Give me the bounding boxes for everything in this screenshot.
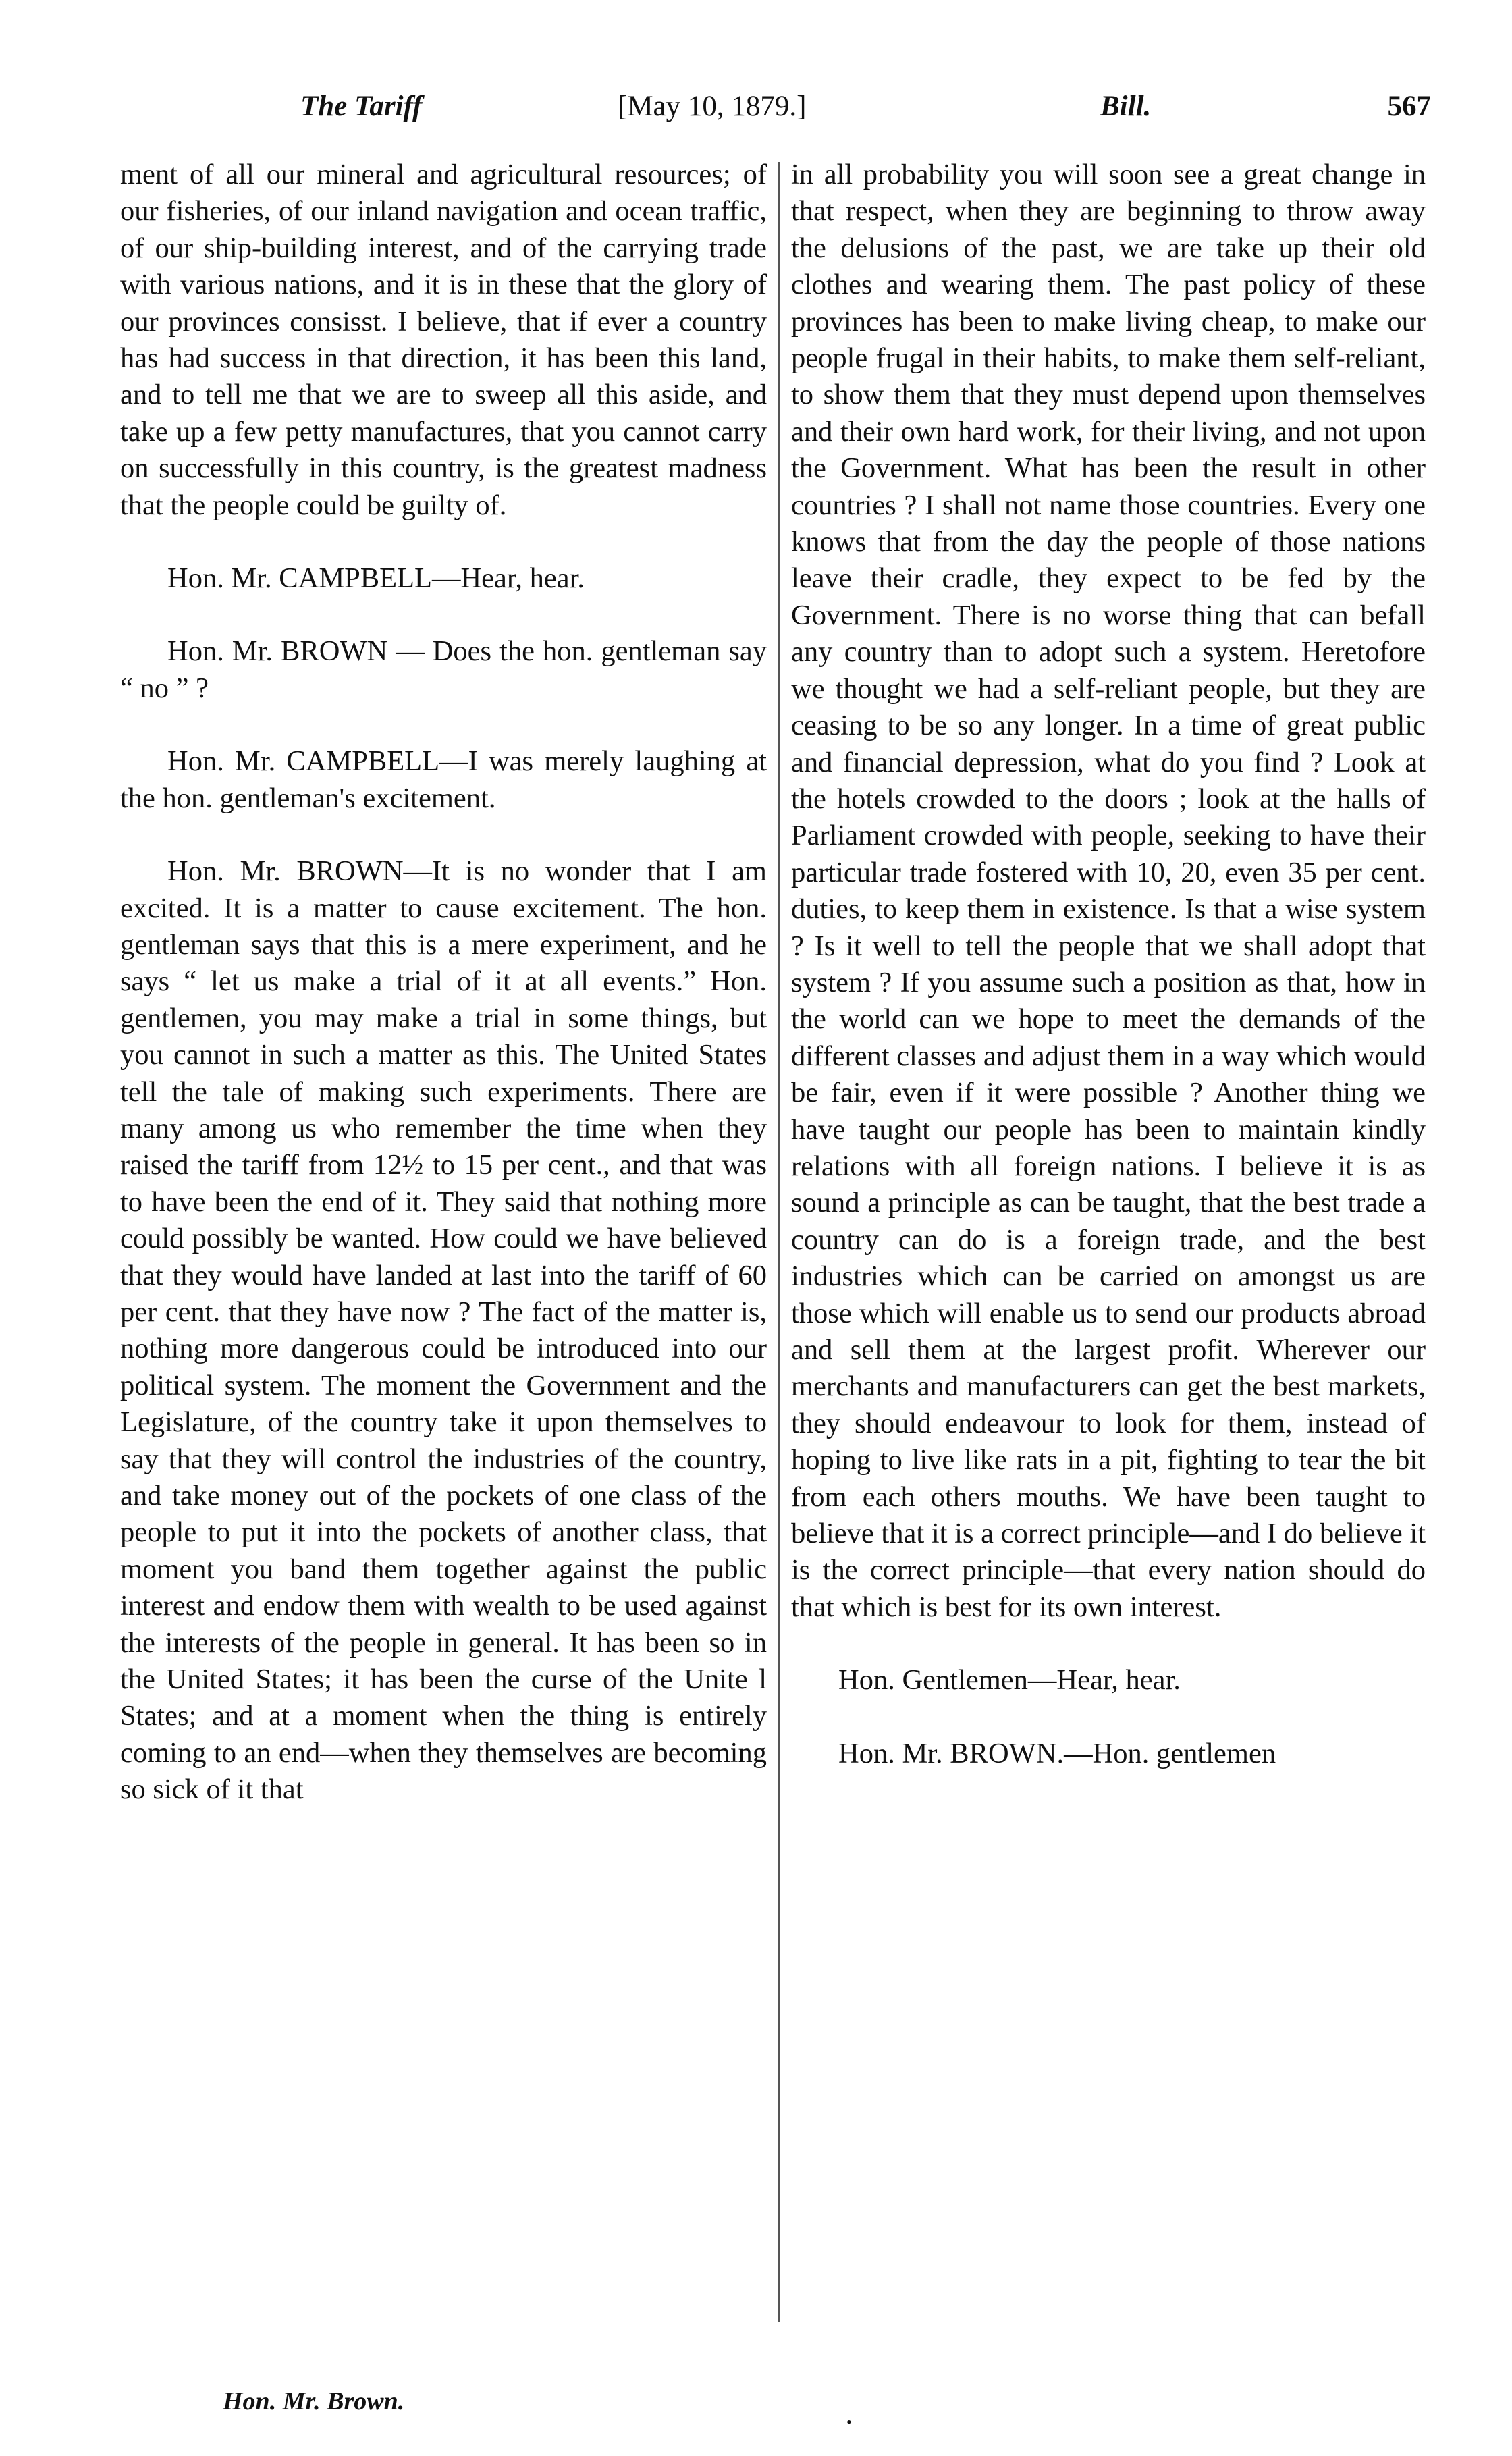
paragraph: in all probability you will soon see a great change in that respect, when they are beginning to throw away the delusions of the past, we are take up their old clothes and wearing them. The past policy of these provinces has been to make living cheap, to make our people frugal in their habits, to make them self-reliant, to show them that they must depend upon themselves and their own hard work, for their living, and not upon the Government. What has been the result in other countries ? I shall not name those countries. Every one knows that from the day the people of those nations leave their cradle, they expect to be fed by the Government. There is no worse thing that can befall any country than to adopt such a system. Heretofore we thought we had a self-reliant people, but they are ceasing to be so any longer. In a time of great public and financial depression, what do you find ? Look at the hotels crowded to the doors ; look at the halls of Parliament crowded with people, seeking to have their particular trade fostered with 10, 20, even 35 per cent. duties, to keep them in existence. Is that a wise system ? Is it well to tell the people that we shall adopt that system ? If you assume such a position as that, how in the world can we hope to meet the demands of the different classes and adjust them in a way which would be fair, even if it were possible ? Another thing we have taught our people has been to maintain kindly relations with all foreign nations. I believe it is as sound a principle as can be taught, that the best trade a country can do is a foreign trade, and the best industries which can be carried on amongst us are those which will enable us to send our products abroad and sell them at the largest profit. Wherever our merchants and manufacturers can get the best markets, they should endeavour to look for them, instead of hoping to live like rats in a pit, fighting to tear the bit from each others mouths. We have been taught to believe that it is a correct principle—and I do believe it is the correct principle—that every nation should do that which is best for its own interest. bbox=[791, 159, 1426, 1623]
left-column bbox=[120, 157, 767, 1809]
paragraph: Hon. Mr. CAMPBELL—I was merely laughing at the hon. gentleman's excitement. bbox=[120, 745, 767, 814]
header-date: [May 10, 1879.] bbox=[618, 90, 807, 122]
paragraph: Hon. Mr. BROWN.—Hon. gentlemen bbox=[838, 1737, 1276, 1769]
right-column bbox=[791, 157, 1426, 1772]
paragraph: Hon. Mr. CAMPBELL—Hear, hear. bbox=[167, 562, 585, 595]
column-divider bbox=[778, 162, 780, 2322]
paragraph: Hon. Mr. BROWN—It is no wonder that I am excited. It is a matter to cause excitement. The hon. gentleman says that this is a mere experiment, and he says “ let us make a trial of it at all events.” Hon. gentlemen, you may make a trial in some things, but you cannot in such a matter as this. The United States tell the tale of making such experiments. There are many among us who remember the time when they raised the tariff from 12½ to 15 per cent., and that was to have been the end of it. They said that nothing more could possibly be wanted. How could we have believed that they would have landed at last into the tariff of 60 per cent. that they have now ? The fact of the matter is, nothing more dangerous could be introduced into our political system. The moment the Government and the Legislature, of the country take it upon themselves to say that they will control the industries of the country, and take money out of the pockets of one class of the people to put it into the pockets of another class, that moment you band them together against the public interest and endow them with wealth to be used against the interests of the people in general. It has been so in the United States; it has been the curse of the Unite l States; and at a moment when the thing is entirely coming to an end—when they themselves are becoming so sick of it that bbox=[120, 855, 767, 1806]
paragraph: Hon. Mr. BROWN — Does the hon. gentleman say “ no ” ? bbox=[120, 635, 767, 704]
running-header bbox=[256, 86, 1431, 127]
footer-speaker: Hon. Mr. Brown. bbox=[223, 2387, 405, 2415]
header-title-right: Bill. bbox=[1100, 90, 1152, 122]
page-number: 567 bbox=[1387, 90, 1431, 122]
bullet-mark: • bbox=[846, 2413, 852, 2430]
header-title-left: The Tariff bbox=[300, 90, 423, 122]
paragraph: Hon. Gentlemen—Hear, hear. bbox=[838, 1664, 1181, 1697]
paragraph: ment of all our mineral and agricultural resources; of our fisheries, of our inland navigation and ocean traffic, of our ship-building interest, and of the carrying trade with various nations, and it is in these that the glory of our provinces consisst. I believe, that if ever a country has had success in that direction, it has been this land, and to tell me that we are to sweep all this aside, and take up a few petty manufactures, that you cannot carry on successfully in this country, is the greatest madness that the people could be guilty of. bbox=[120, 159, 767, 521]
